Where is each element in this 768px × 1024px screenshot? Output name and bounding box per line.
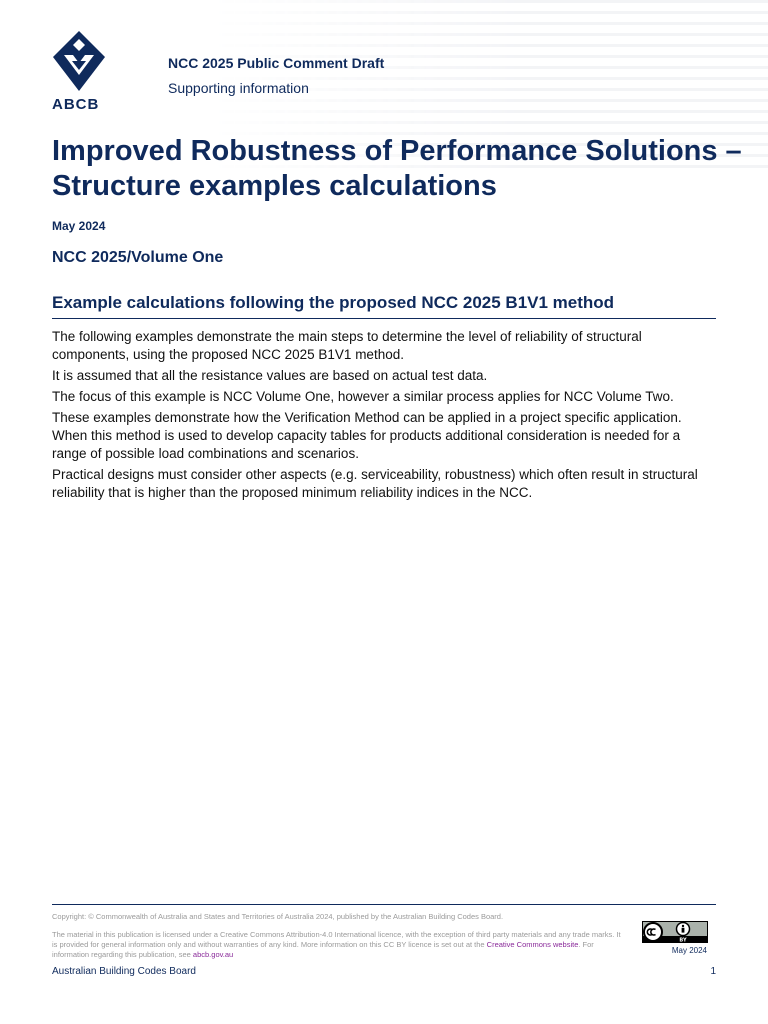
paragraph: These examples demonstrate how the Verification Method can be applied in a project specific application. When this method is used to develop capacity tables for products additional consideration is needed for a range of possible load combinations and scenarios. [52,410,682,461]
licence-date: May 2024 [671,946,707,955]
header-subtitle: Supporting information [168,80,309,96]
paragraph: The focus of this example is NCC Volume One, however a similar process applies for NCC Volume Two. [52,389,674,404]
paragraph: It is assumed that all the resistance values are based on actual test data. [52,368,488,383]
header-draft-label: NCC 2025 Public Comment Draft [168,55,385,71]
cc-by-licence-icon [642,921,708,943]
svg-text:BY: BY [679,937,687,943]
creative-commons-link[interactable]: Creative Commons website [486,940,579,949]
footer-divider [52,904,716,905]
abcb-website-link[interactable]: abcb.gov.au [192,950,234,959]
volume-heading: NCC 2025/Volume One [52,249,224,266]
logo-text: ABCB [52,96,100,113]
licence-text-part: . For information regarding this publication, see [52,940,594,959]
page-number: 1 [710,966,716,977]
paragraph: Practical designs must consider other aspects (e.g. serviceability, robustness) which often result in structural reliability that is higher than the proposed minimum reliability indices in the NCC. [52,467,698,500]
licence-text [52,930,627,960]
section-heading: Example calculations following the proposed NCC 2025 B1V1 method [52,293,716,319]
footer-organisation: Australian Building Codes Board [52,966,196,977]
abcb-logo [51,30,107,113]
licence-text-part: The material in this publication is licensed under a Creative Commons Attribution-4.0 International licence, with the exception of third party materials and any trade marks. It is provided for general information only and without warranties of any kind. More information on this CC BY licence is set out at the [52,930,621,949]
body-text [52,328,716,505]
abcb-shield-logo-icon [52,30,106,92]
copyright-text: Copyright: © Commonwealth of Australia and States and Territories of Australia 2024, published by the Australian Building Codes Board. [52,912,504,921]
publication-date: May 2024 [52,219,106,233]
page-title: Improved Robustness of Performance Solutions – Structure examples calculations [52,135,742,202]
paragraph: The following examples demonstrate the main steps to determine the level of reliability of structural components, using the proposed NCC 2025 B1V1 method. [52,329,642,362]
